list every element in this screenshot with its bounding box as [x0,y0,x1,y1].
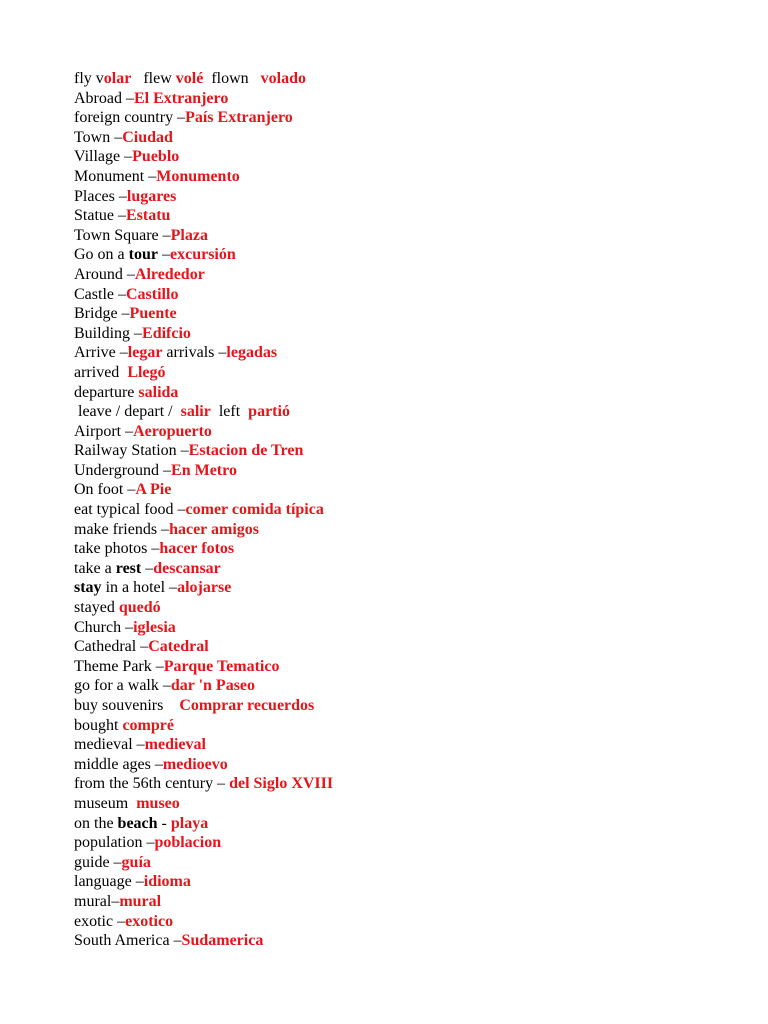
vocab-line [74,226,734,246]
english-term: in a hotel – [101,579,178,597]
english-term: eat typical food – [74,501,186,519]
spanish-term: volado [260,70,306,87]
english-term: middle ages – [74,755,163,773]
spanish-term: hacer amigos [169,520,259,538]
vocab-line [74,735,734,755]
spanish-term: iglesia [133,618,176,636]
english-term: Village – [74,148,133,166]
spanish-term: volé [175,70,204,87]
spanish-term: Llegó [127,363,166,381]
vocab-line [74,343,734,363]
english-term: medieval – [74,736,145,754]
english-term: take photos – [74,540,160,558]
english-term: Theme Park – [74,657,164,675]
spanish-term: Catedral [148,638,209,656]
vocab-line [74,265,734,285]
spanish-term: legar [127,344,163,362]
spanish-term: lugares [126,187,177,205]
english-term: from the 56th century – [74,775,230,793]
vocab-line [74,676,734,696]
vocabulary-list [74,69,734,951]
english-term: go for a walk – [74,677,171,695]
vocab-line [74,128,734,148]
spanish-term: Estacion de Tren [188,442,304,460]
english-term: fly v [74,70,104,87]
vocab-line [74,363,734,383]
spanish-term: Pueblo [132,148,180,166]
spanish-term: dar 'n Paseo [170,677,256,695]
vocab-line [74,578,734,598]
english-term: Go on a [74,246,129,264]
english-term: Underground – [74,461,172,479]
english-term-bold: rest [115,559,142,577]
spanish-term: exotico [125,912,174,930]
spanish-term: descansar [153,559,221,577]
spanish-term: Puente [129,305,177,323]
english-term: - [157,814,171,832]
english-term: flew [131,70,176,87]
vocab-line [74,539,734,559]
english-term: foreign country – [74,109,186,127]
spanish-term: medioevo [162,755,228,773]
vocab-line [74,931,734,951]
spanish-term: Alrededor [134,265,205,283]
english-term: buy souvenirs [74,697,180,714]
vocab-line [74,108,734,128]
vocab-line [74,716,734,736]
vocab-line [74,304,734,324]
spanish-term: guía [121,853,151,871]
spanish-term: playa [170,814,209,832]
spanish-term: olar [103,70,132,87]
vocab-line [74,245,734,265]
english-term: mural– [74,892,120,910]
english-term: Airport – [74,422,134,440]
english-term: Cathedral – [74,638,149,656]
spanish-term: mural [119,892,162,910]
vocab-line [74,500,734,520]
spanish-term: alojarse [177,579,232,597]
english-term: Bridge – [74,305,130,323]
vocab-line [74,598,734,618]
english-term: Town Square – [74,226,171,244]
spanish-term: En Metro [171,461,237,479]
vocab-line [74,187,734,207]
vocab-line [74,422,734,442]
vocab-line [74,383,734,403]
english-term-bold: tour [128,246,158,264]
vocab-line [74,814,734,834]
vocab-line [74,696,734,716]
vocab-line [74,89,734,109]
english-term: take a [74,559,116,577]
spanish-term: poblacion [154,834,222,852]
vocab-line [74,520,734,540]
vocab-line [74,206,734,226]
spanish-term: medieval [144,736,206,754]
spanish-term: partió [248,403,290,421]
vocab-line [74,637,734,657]
english-term-bold: stay [74,579,102,597]
english-term: Statue – [74,207,126,225]
english-term: flown [203,70,261,87]
english-term: On foot – [74,481,136,499]
english-term: departure [74,383,139,401]
vocab-line [74,480,734,500]
spanish-term: Sudamerica [181,932,264,950]
spanish-term: Castillo [126,285,179,303]
vocab-line [74,559,734,579]
english-term: – [157,246,170,264]
spanish-term: Parque Tematico [163,657,280,675]
english-term: make friends – [74,520,170,538]
english-term: guide – [74,853,122,871]
english-term: arrived [74,363,128,381]
english-term: bought [74,716,123,734]
vocab-line [74,833,734,853]
spanish-term: salir [180,403,211,421]
vocab-line [74,441,734,461]
spanish-term: idioma [143,873,191,891]
vocab-line [74,892,734,912]
english-term: Arrive – [74,344,128,362]
spanish-term: Comprar recuerdos [179,697,315,714]
vocab-line [74,853,734,873]
vocab-line [74,774,734,794]
spanish-term: Edifcio [142,324,191,342]
vocab-line [74,147,734,167]
spanish-term: País Extranjero [185,109,293,127]
spanish-term: excursión [169,246,236,264]
spanish-term: El Extranjero [133,89,229,107]
spanish-term: A Pie [135,481,172,499]
english-term: Town – [74,128,123,146]
english-term: Castle – [74,285,126,303]
english-term: left [210,403,249,421]
english-term-bold: beach [117,814,158,832]
vocab-line [74,69,734,89]
spanish-term: Ciudad [122,128,173,146]
english-term: arrivals – [162,344,227,362]
spanish-term: Plaza [170,226,208,244]
vocab-line [74,657,734,677]
english-term: South America – [74,932,182,950]
spanish-term: comer comida típica [185,501,324,519]
english-term: on the [74,814,118,832]
spanish-term: Estatu [126,207,171,225]
english-term: Abroad – [74,89,134,107]
english-term: museum [74,794,137,812]
english-term: population – [74,834,155,852]
vocab-line [74,461,734,481]
english-term: language – [74,873,144,891]
english-term: exotic – [74,912,126,930]
spanish-term: museo [136,794,180,812]
english-term: stayed [74,599,119,617]
spanish-term: hacer fotos [159,540,235,558]
vocab-line [74,872,734,892]
spanish-term: Monumento [156,167,240,185]
spanish-term: Aeropuerto [133,422,212,440]
spanish-term: quedó [118,599,161,617]
vocab-line [74,324,734,344]
vocab-line [74,755,734,775]
spanish-term: compré [122,716,174,734]
english-term: Church – [74,618,134,636]
english-term: Places – [74,187,127,205]
vocab-line [74,167,734,187]
vocab-line [74,402,734,422]
vocab-line [74,618,734,638]
english-term: – [141,559,154,577]
spanish-term: del Siglo XVIII [229,775,334,793]
spanish-term: legadas [226,344,278,362]
vocab-line [74,794,734,814]
english-term: Building – [74,324,143,342]
vocab-line [74,285,734,305]
english-term: leave / depart / [74,403,181,421]
english-term: Around – [74,265,135,283]
spanish-term: salida [138,383,179,401]
english-term: Railway Station – [74,442,189,460]
english-term: Monument – [74,167,157,185]
vocab-line [74,912,734,932]
